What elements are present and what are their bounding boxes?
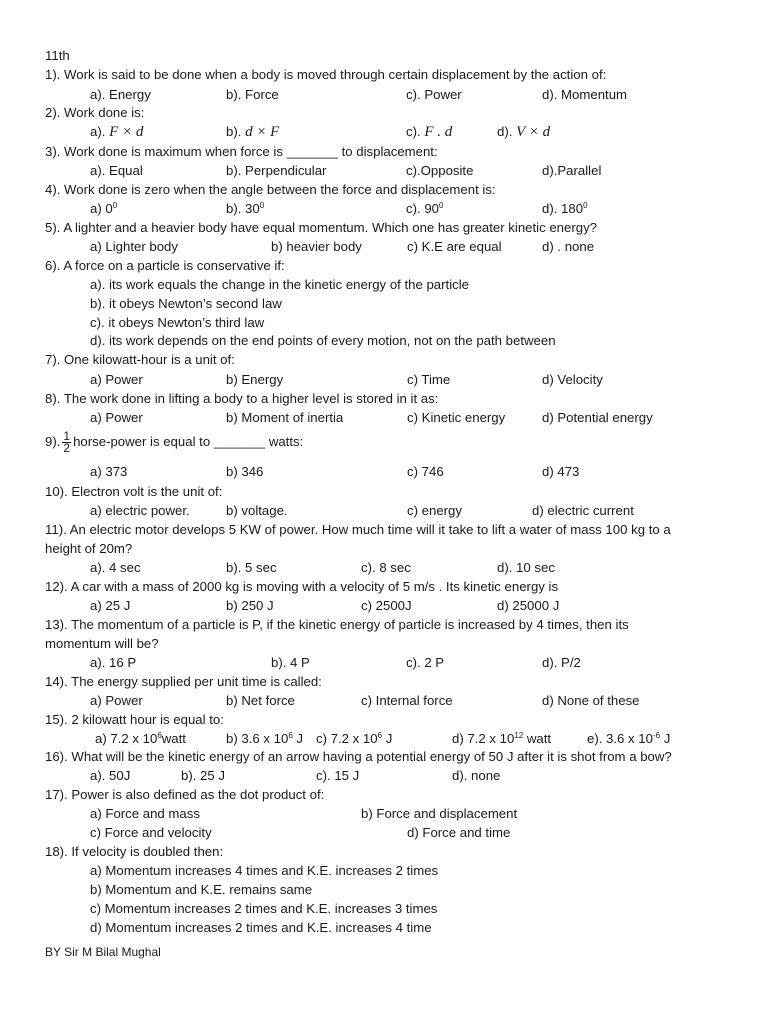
q3-option-a: a). Equal — [90, 163, 143, 178]
q11-option-c: c). 8 sec — [361, 560, 411, 575]
q2-option-a: a). F × d — [90, 124, 144, 140]
q1-option-c: c). Power — [406, 87, 462, 102]
q3-option-d: d).Parallel — [542, 163, 602, 178]
q17-option-a: a) Force and mass — [90, 806, 200, 821]
q7-option-c: c) Time — [407, 372, 451, 387]
q13-option-a: a). 16 P — [90, 655, 137, 670]
q12-option-a: a) 25 J — [90, 598, 131, 613]
question-8: 8). The work done in lifting a body to a higher level is stored in it as: — [45, 391, 439, 406]
q13-option-c: c). 2 P — [406, 655, 445, 670]
question-16: 16). What will be the kinetic energy of an arrow having a potential energy of 50 J after it is shot from a bow? — [45, 749, 672, 764]
q8-option-d: d) Potential energy — [542, 410, 653, 425]
question-3: 3). Work done is maximum when force is _______ to displacement: — [45, 144, 438, 159]
q8-option-b: b) Moment of inertia — [226, 410, 344, 425]
q14-option-a: a) Power — [90, 693, 143, 708]
half-fraction: $\frac{1}{2}$ — [63, 429, 71, 456]
question-18: 18). If velocity is doubled then: — [45, 844, 224, 859]
q18-option-d: d) Momentum increases 2 times and K.E. increases 4 time — [90, 920, 432, 935]
q6-option-c: c). it obeys Newton’s third law — [90, 315, 265, 330]
q2-option-d: d). V × d — [497, 124, 551, 140]
q16-option-a: a). 50J — [90, 768, 131, 783]
q7-option-d: d) Velocity — [542, 372, 603, 387]
q18-option-c: c) Momentum increases 2 times and K.E. increases 3 times — [90, 901, 438, 916]
q12-option-c: c) 2500J — [361, 598, 412, 613]
q10-option-a: a) electric power. — [90, 503, 190, 518]
q12-option-b: b) 250 J — [226, 598, 274, 613]
q17-option-d: d) Force and time — [407, 825, 511, 840]
q11-option-a: a). 4 sec — [90, 560, 141, 575]
q2-option-c: c). F . d — [406, 124, 453, 140]
q4-option-b: b). $30^0$ — [226, 201, 265, 216]
q15-option-c: c) 7.2 x $10^6$ J — [316, 731, 393, 746]
q1-option-a: a). Energy — [90, 87, 151, 102]
q1-option-d: d). Momentum — [542, 87, 628, 102]
q15-option-d: d) 7.2 x $10^{12}$ watt — [452, 731, 552, 746]
question-6: 6). A force on a particle is conservative if: — [45, 258, 285, 273]
q8-option-c: c) Kinetic energy — [407, 410, 506, 425]
question-13: 13). The momentum of a particle is P, if the kinetic energy of particle is increased by 4 times, then its — [45, 617, 629, 632]
q14-option-d: d) None of these — [542, 693, 640, 708]
question-9: 9). $\frac{1}{2}$ horse-power is equal to _______ watts: — [45, 429, 304, 456]
q14-option-c: c) Internal force — [361, 693, 453, 708]
q16-option-d: d). none — [452, 768, 501, 783]
q2-option-b: b). d × F — [226, 124, 280, 140]
question-12: 12). A car with a mass of 2000 kg is moving with a velocity of 5 m/s . Its kinetic energy is — [45, 579, 559, 594]
q16-option-b: b). 25 J — [181, 768, 225, 783]
q18-option-a: a) Momentum increases 4 times and K.E. increases 2 times — [90, 863, 439, 878]
question-15: 15). 2 kilowatt hour is equal to: — [45, 712, 224, 727]
q5-option-d: d) . none — [542, 239, 595, 254]
q2-vector-b: d × F — [245, 124, 280, 140]
q4-option-d: d). $180^0$ — [542, 201, 588, 216]
question-17: 17). Power is also defined as the dot product of: — [45, 787, 325, 802]
q9-option-b: b) 346 — [226, 464, 264, 479]
q2-vector-c: F . d — [424, 124, 453, 140]
q6-option-b: b). it obeys Newton’s second law — [90, 296, 282, 311]
q4-option-c: c). $90^0$ — [406, 201, 444, 216]
question-11-continued: height of 20m? — [45, 541, 133, 556]
question-4: 4). Work done is zero when the angle between the force and displacement is: — [45, 182, 496, 197]
q18-option-b: b) Momentum and K.E. remains same — [90, 882, 313, 897]
q9-option-a: a) 373 — [90, 464, 128, 479]
question-5: 5). A lighter and a heavier body have equal momentum. Which one has greater kinetic energy? — [45, 220, 597, 235]
class-heading: 11th — [45, 48, 70, 63]
q6-option-a: a). its work equals the change in the kinetic energy of the particle — [90, 277, 469, 292]
q5-option-c: c) K.E are equal — [407, 239, 502, 254]
q10-option-b: b) voltage. — [226, 503, 288, 518]
q15-option-a: a) 7.2 x $10^6watt$ — [95, 731, 186, 746]
q13-option-d: d). P/2 — [542, 655, 581, 670]
q3-option-b: b). Perpendicular — [226, 163, 327, 178]
q5-option-b: b) heavier body — [271, 239, 362, 254]
q10-option-c: c) energy — [407, 503, 462, 518]
q9-option-d: d) 473 — [542, 464, 580, 479]
question-11: 11). An electric motor develops 5 KW of power. How much time will it take to lift a water of mass 100 kg to a — [45, 522, 671, 537]
q6-option-d: d). its work depends on the end points of every motion, not on the path between — [90, 333, 556, 348]
q2-vector-a: F × d — [109, 124, 144, 140]
q17-option-b: b) Force and displacement — [361, 806, 518, 821]
q17-option-c: c) Force and velocity — [90, 825, 212, 840]
q13-option-b: b). 4 P — [271, 655, 310, 670]
q11-option-b: b). 5 sec — [226, 560, 277, 575]
q7-option-b: b) Energy — [226, 372, 284, 387]
q11-option-d: d). 10 sec — [497, 560, 555, 575]
q1-option-b: b). Force — [226, 87, 279, 102]
question-2: 2). Work done is: — [45, 105, 145, 120]
q2-vector-d: V × d — [516, 124, 551, 140]
q9-option-c: c) 746 — [407, 464, 444, 479]
q7-option-a: a) Power — [90, 372, 143, 387]
question-14: 14). The energy supplied per unit time is called: — [45, 674, 322, 689]
q14-option-b: b) Net force — [226, 693, 295, 708]
q8-option-a: a) Power — [90, 410, 143, 425]
q3-option-c: c).Opposite — [406, 163, 474, 178]
question-7: 7). One kilowatt-hour is a unit of: — [45, 352, 235, 367]
question-1: 1). Work is said to be done when a body is moved through certain displacement by the action of: — [45, 67, 607, 82]
q16-option-c: c). 15 J — [316, 768, 360, 783]
question-13-continued: momentum will be? — [45, 636, 159, 651]
q15-option-e: e). 3.6 x $10^{-6}$ J — [587, 731, 671, 746]
q10-option-d: d) electric current — [532, 503, 634, 518]
q4-option-a: a) $0^0$ — [90, 201, 118, 216]
q12-option-d: d) 25000 J — [497, 598, 560, 613]
author-credit: BY Sir M Bilal Mughal — [45, 945, 161, 959]
question-10: 10). Electron volt is the unit of: — [45, 484, 223, 499]
q5-option-a: a) Lighter body — [90, 239, 178, 254]
q15-option-b: b) 3.6 x $10^6$ J — [226, 731, 304, 746]
